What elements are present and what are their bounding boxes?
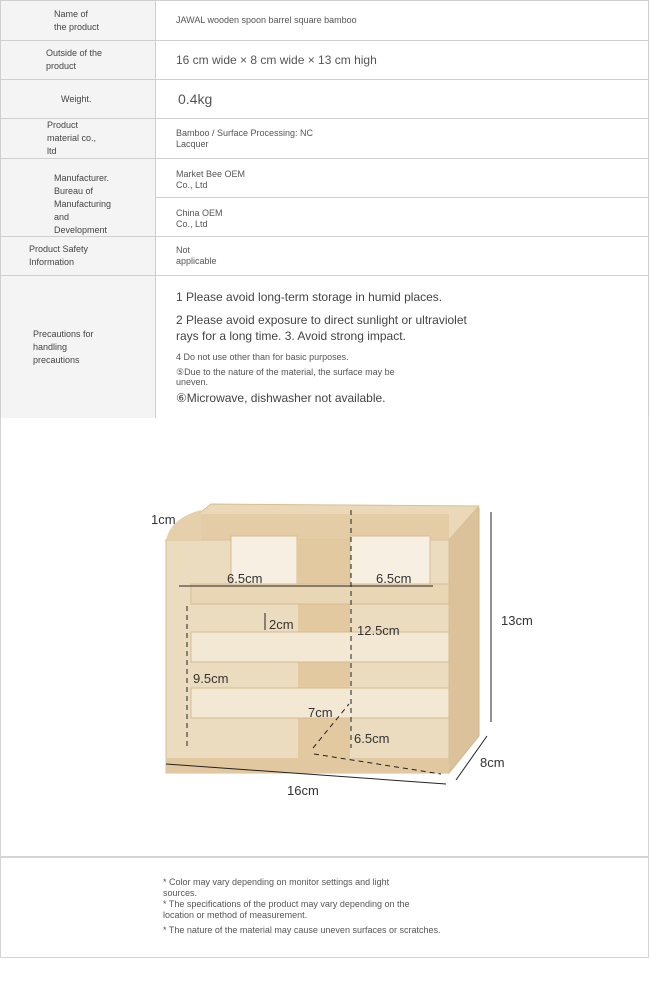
label-total-width: 16cm <box>287 783 319 798</box>
precaution-item-1: 1 Please avoid long-term storage in humid places. <box>176 290 443 304</box>
note-material: * The nature of the material may cause uneven surfaces or scratches. <box>163 925 441 935</box>
label-inner-depth: 7cm <box>308 705 333 720</box>
product-dimension-figure <box>0 418 649 857</box>
label-side-height: 9.5cm <box>193 671 229 686</box>
precaution-item-6: ⑥Microwave, dishwasher not available. <box>176 391 386 405</box>
notes-section <box>0 857 649 958</box>
spec-value-country: China OEM Co., Ltd <box>176 208 223 229</box>
spec-value-manufacturer: Market Bee OEM Co., Ltd <box>176 169 246 190</box>
precaution-item-2: 2 Please avoid exposure to direct sunlight or ultraviolet rays for a long time. 3. Avoid strong impact. <box>176 313 467 343</box>
spec-value-name: JAWAL wooden spoon barrel square bamboo <box>176 15 357 25</box>
spec-value-material: Bamboo / Surface Processing: NC Lacquer <box>176 127 314 149</box>
spec-row-precautions <box>1 276 649 420</box>
spec-label-size: Outside of the product <box>46 48 103 71</box>
label-top-thickness: 1cm <box>151 512 176 527</box>
spec-value-size: 16 cm wide × 8 cm wide × 13 cm high <box>176 53 377 67</box>
spec-label-name: Name of the product <box>54 8 100 32</box>
label-bottom-width: 6.5cm <box>354 731 390 746</box>
label-left-compartment: 6.5cm <box>227 571 263 586</box>
spec-value-weight: 0.4kg <box>178 91 213 107</box>
note-color: * Color may vary depending on monitor settings and light sources. <box>163 877 390 898</box>
label-total-depth: 8cm <box>480 755 505 770</box>
label-inner-height: 12.5cm <box>357 623 400 638</box>
row-divider <box>156 197 648 198</box>
precaution-item-4: 4 Do not use other than for basic purposes. <box>176 352 349 362</box>
label-right-compartment: 6.5cm <box>376 571 412 586</box>
spec-row-material <box>1 119 649 159</box>
spec-label-precautions: Precautions for handling precautions <box>33 329 94 365</box>
spec-label-material: Product material co., ltd <box>47 120 97 156</box>
spec-row-size <box>1 41 649 80</box>
label-total-height: 13cm <box>501 613 533 628</box>
spec-label-manufacturer: Manufacturer. Bureau of Manufacturing and Development <box>54 173 112 235</box>
spec-label-safety: Product Safety Information <box>29 244 89 267</box>
spoon-holder-illustration <box>166 504 479 773</box>
dimension-drawing <box>1 418 650 857</box>
product-spec-table <box>0 0 649 420</box>
spec-row-safety <box>1 237 649 276</box>
spec-label-weight: Weight. <box>61 93 92 104</box>
spec-value-safety: Not applicable <box>176 245 217 266</box>
note-specification: * The specifications of the product may vary depending on the location or method of measurement. <box>163 899 410 920</box>
label-slat-gap: 2cm <box>269 617 294 632</box>
spec-row-name <box>1 1 649 41</box>
spec-row-weight <box>1 80 649 119</box>
precaution-item-5: ⑤Due to the nature of the material, the surface may be uneven. <box>176 367 395 387</box>
spec-row-manufacturer <box>1 159 649 237</box>
